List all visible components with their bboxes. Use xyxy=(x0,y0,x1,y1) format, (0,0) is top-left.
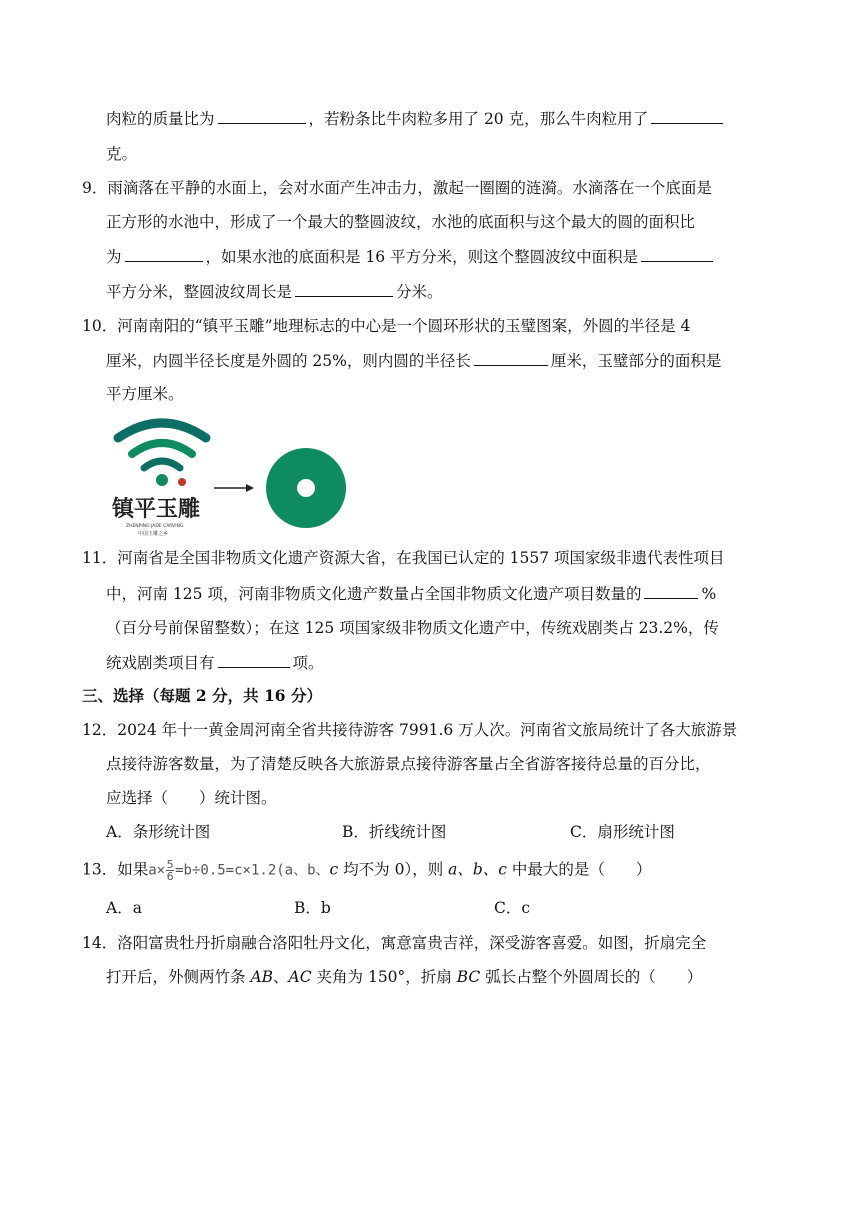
q14-line-2 xyxy=(106,967,702,987)
q8-text: 克。 xyxy=(106,145,138,163)
section-title xyxy=(82,686,322,706)
answer-blank[interactable] xyxy=(641,246,713,262)
option-label: C．c xyxy=(494,899,531,917)
q12-line-1 xyxy=(82,720,737,740)
q12-option-b[interactable] xyxy=(342,822,446,842)
question-number: 11． xyxy=(82,549,118,567)
q11-line-1 xyxy=(82,548,725,568)
q8-text: 肉粒的质量比为 xyxy=(106,110,215,128)
q11-line-3 xyxy=(106,618,719,638)
q14-text: 洛阳富贵牡丹折扇融合洛阳牡丹文化，寓意富贵吉祥，深受游客喜爱。如图，折扇完全 xyxy=(117,934,707,952)
zhenping-logo-icon xyxy=(118,423,206,486)
q10-text: 厘米，内圆半径长度是外圆的 25%，则内圆的半径长 xyxy=(106,352,471,370)
q12-option-a[interactable] xyxy=(106,822,210,842)
option-label: A．条形统计图 xyxy=(106,823,211,841)
fraction-numerator: 5 xyxy=(166,858,174,871)
q10-text: 平方厘米。 xyxy=(106,385,184,403)
section-title-text: 三、选择（每题 2 分，共 16 分） xyxy=(82,686,322,705)
q14-text: 、 xyxy=(273,968,289,986)
question-number: 13． xyxy=(82,860,118,879)
formula-part: =b÷0.5=c×1.2(a、b、 xyxy=(175,862,330,879)
q12-text: 点接待游客数量，为了清楚反映各大旅游景点接待游客量占全省游客接待总量的百分比， xyxy=(106,755,711,773)
q9-text: 雨滴落在平静的水面上，会对水面产生冲击力，激起一圈圈的涟漪。水滴落在一个底面是 xyxy=(107,179,712,197)
q9-text: 分米。 xyxy=(396,283,443,301)
answer-blank[interactable] xyxy=(644,583,698,599)
q8-line-2 xyxy=(106,144,137,164)
option-label: C．扇形统计图 xyxy=(570,823,675,841)
question-number: 9． xyxy=(82,179,108,197)
q13-text: 中最大的是（ ） xyxy=(507,860,652,879)
q13-line-1 xyxy=(82,859,651,882)
q14-text: 打开后，外侧两竹条 xyxy=(106,968,251,986)
q9-line-1 xyxy=(82,178,712,198)
q12-text: 2024 年十一黄金周河南全省共接待游客 7991.6 万人次。河南省文旅局统计了各大旅游景 xyxy=(117,721,738,739)
segment-ac: AC xyxy=(288,968,312,986)
jade-figure xyxy=(104,408,350,540)
q11-text: % xyxy=(701,585,717,603)
q11-text: （百分号前保留整数）；在这 125 项国家级非物质文化遗产中，传统戏剧类占 23.2%，传 xyxy=(106,619,719,637)
q13-text: 均不为 0） xyxy=(338,860,413,879)
segment-ab: AB xyxy=(250,968,274,986)
jade-figure-svg xyxy=(104,408,350,540)
fraction-denominator: 6 xyxy=(166,870,174,883)
q10-line-2 xyxy=(106,350,721,371)
jade-ring-icon xyxy=(266,448,346,528)
answer-blank[interactable] xyxy=(125,246,203,262)
q13-text: 如果 xyxy=(117,860,149,879)
q11-text: 中，河南 125 项，河南非物质文化遗产数量占全国非物质文化遗产项目数量的 xyxy=(106,585,642,603)
question-number: 14． xyxy=(82,934,118,952)
arrow-right-icon xyxy=(214,484,254,492)
q14-text: 弧长占整个外圆周长的（ ） xyxy=(480,968,703,986)
answer-blank[interactable] xyxy=(474,350,548,366)
q13-text: ，则 xyxy=(412,860,449,879)
q9-line-3 xyxy=(106,246,716,267)
q13-option-b[interactable] xyxy=(294,898,331,918)
option-label: A．a xyxy=(106,899,142,917)
q11-text: 统戏剧类项目有 xyxy=(106,654,215,672)
q13-option-a[interactable] xyxy=(106,898,142,918)
q11-line-2 xyxy=(106,583,716,604)
formula-part: a× xyxy=(148,862,166,879)
q12-option-c[interactable] xyxy=(570,822,675,842)
q13-option-c[interactable] xyxy=(494,898,530,918)
fraction-five-sixths xyxy=(166,859,174,882)
answer-blank[interactable] xyxy=(218,108,306,124)
var-c: c xyxy=(329,860,339,879)
q12-line-2 xyxy=(106,754,711,774)
answer-blank[interactable] xyxy=(218,652,290,668)
q9-text: ，如果水池的底面积是 16 平方分米，则这个整圆波纹中面积是 xyxy=(205,248,639,266)
q11-text: 河南省是全国非物质文化遗产资源大省，在我国已认定的 1557 项国家级非遗代表性项目 xyxy=(117,549,725,567)
q12-text: 应选择（ ）统计图。 xyxy=(106,789,277,807)
answer-blank[interactable] xyxy=(295,281,393,297)
option-label: B．b xyxy=(294,899,331,917)
logo-small-text: ZHENPING JADE CARVING xyxy=(126,524,184,529)
question-number: 10． xyxy=(82,317,118,335)
logo-text: 镇平玉雕 xyxy=(112,496,201,522)
q9-text: 正方形的水池中，形成了一个最大的整圆波纹，水池的底面积与这个最大的圆的面积比 xyxy=(106,213,696,231)
q11-line-4 xyxy=(106,652,324,673)
q9-text: 为 xyxy=(106,248,122,266)
q8-line-1 xyxy=(106,108,726,129)
answer-blank[interactable] xyxy=(651,108,723,124)
logo-small-text: 中国玉雕之乡 xyxy=(138,531,169,537)
q14-line-1 xyxy=(82,933,706,953)
q11-text: 项。 xyxy=(292,654,324,672)
q10-line-1 xyxy=(82,316,690,336)
question-number: 12． xyxy=(82,721,118,739)
q9-line-2 xyxy=(106,212,695,232)
q8-text: ，若粉条比牛肉粒多用了 20 克，那么牛肉粒用了 xyxy=(308,110,649,128)
option-label: B．折线统计图 xyxy=(342,823,447,841)
q13-vars: a、b、c xyxy=(448,860,507,879)
q10-line-3 xyxy=(106,384,184,404)
q9-line-4 xyxy=(106,281,443,302)
arc-bc: BC xyxy=(456,968,481,986)
q14-text: 夹角为 150°，折扇 xyxy=(311,968,457,986)
q10-text: 河南南阳的“镇平玉雕”地理标志的中心是一个圆环形状的玉璧图案，外圆的半径是 4 xyxy=(117,317,691,335)
q10-text: 厘米，玉璧部分的面积是 xyxy=(550,352,722,370)
q12-line-3 xyxy=(106,788,277,808)
q9-text: 平方分米，整圆波纹周长是 xyxy=(106,283,293,301)
